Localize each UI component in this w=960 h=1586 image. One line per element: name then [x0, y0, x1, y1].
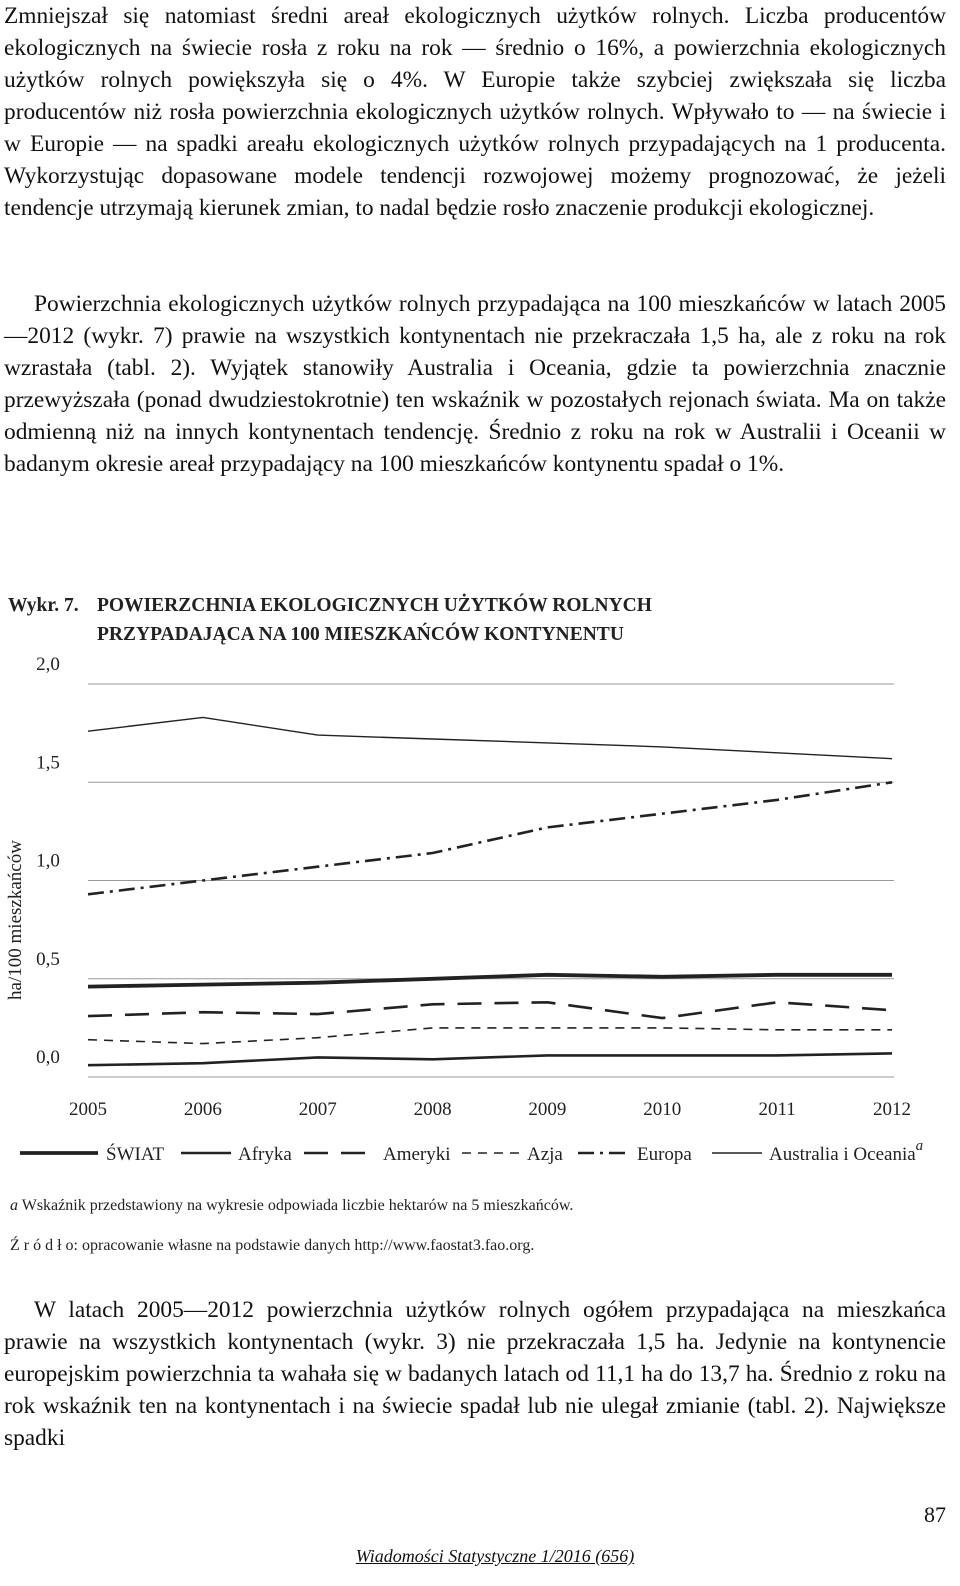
y-axis-label-group	[5, 840, 26, 1000]
x-tick-label: 2012	[873, 1099, 911, 1120]
figure-footnote	[10, 1196, 573, 1216]
line-chart	[0, 654, 960, 1165]
legend-label: ŚWIAT	[106, 1144, 165, 1165]
y-tick-label: 0,0	[36, 1047, 60, 1068]
legend-superscript: a	[915, 1138, 924, 1154]
figure-label: Wykr. 7.	[8, 595, 79, 616]
y-tick-label: 1,0	[36, 850, 60, 872]
source-text: opracowanie własne na podstawie danych http://www.faostat3.fao.org.	[82, 1237, 535, 1254]
paragraph-1: Zmniejszał się natomiast średni areał ekologicznych użytków rolnych. Liczba producentów ekologicznych na świecie rosła z roku na rok — średnio o 16%, a powierzchnia ekologicznych użytków rolnych powiększyła się o 4%. W Europie także szybciej zwiększała się liczba producentów niż rosła powierzchnia ekologicznych użytków rolnych. Wpływało to — na świecie i w Europie — na spadki areału ekologicznych użytków rolnych przypadających na 1 producenta. Wykorzystując dopasowane modele tendencji rozwojowej możemy prognozować, że jeżeli tendencje utrzymają kierunek zmian, to nadal będzie rosło znaczenie produkcji ekologicznej.	[4, 3, 946, 221]
series-line-świat	[88, 975, 892, 987]
y-tick-label: 2,0	[36, 654, 60, 675]
page-number: 87	[924, 1502, 946, 1527]
axes	[36, 654, 911, 1120]
y-axis-label: ha/100 mieszkańców	[5, 840, 26, 1000]
figure-source	[10, 1236, 534, 1256]
series-line-australia-i-oceania	[88, 717, 892, 758]
figure-title-line1: POWIERZCHNIA EKOLOGICZNYCH UŻYTKÓW ROLNYCH	[97, 595, 652, 616]
legend-label: Azja	[527, 1144, 563, 1165]
legend-label: Afryka	[238, 1144, 292, 1165]
legend-label: Ameryki	[383, 1144, 451, 1165]
legend-label: Europa	[637, 1144, 692, 1165]
series-lines	[88, 717, 892, 1065]
x-tick-label: 2011	[758, 1099, 796, 1120]
series-line-afryka	[88, 1053, 892, 1065]
x-tick-label: 2010	[643, 1099, 682, 1120]
footnote-text: Wskaźnik przedstawiony na wykresie odpowiada liczbie hektarów na 5 mieszkańców.	[21, 1197, 574, 1214]
paragraph-2: Powierzchnia ekologicznych użytków rolnych przypadająca na 100 mieszkańców w latach 2005—2012 (wykr. 7) prawie na wszystkich kontynentach nie przekraczała 1,5 ha, ale z roku na rok wzrastała (tabl. 2). Wyjątek stanowiły Australia i Oceania, gdzie ta powierzchnia znacznie przewyższała (ponad dwudziestokrotnie) ten wskaźnik w pozostałych rejonach świata. Ma on także odmienną niż na innych kontynentach tendencję. Średnio z roku na rok w Australii i Oceanii w badanym okresie areał przypadający na 100 mieszkańców kontynentu spadał o 1%.	[4, 291, 946, 477]
legend	[20, 1138, 923, 1165]
paragraph-3: W latach 2005—2012 powierzchnia użytków rolnych ogółem przypadająca na mieszkańca prawie na wszystkich kontynentach (wykr. 3) nie przekraczała 1,5 ha. Jedynie na kontynencie europejskim powierzchnia ta wahała się w badanych latach od 11,1 ha do 13,7 ha. Średnio z roku na rok wskaźnik ten na kontynentach i na świecie spadał lub nie ulegał zmianie (tabl. 2). Największe spadki	[4, 1297, 946, 1451]
x-tick-label: 2005	[69, 1099, 107, 1120]
x-tick-label: 2006	[183, 1099, 222, 1120]
source-label: Ź r ó d ł o:	[10, 1237, 78, 1254]
x-tick-label: 2008	[413, 1099, 452, 1120]
legend-label: Australia i Oceania$^a$	[769, 1138, 924, 1165]
series-line-europa	[88, 782, 892, 894]
y-tick-label: 1,5	[36, 752, 60, 774]
y-tick-label: 0,5	[36, 948, 60, 970]
series-line-ameryki	[88, 1002, 892, 1018]
figure-title-line2: PRZYPADAJĄCA NA 100 MIESZKAŃCÓW KONTYNENTU	[97, 624, 624, 645]
journal-footer: Wiadomości Statystyczne 1/2016 (656)	[355, 1546, 635, 1566]
x-tick-label: 2009	[528, 1099, 567, 1120]
series-line-azja	[88, 1028, 892, 1044]
footnote-marker: a	[10, 1197, 18, 1214]
x-tick-label: 2007	[298, 1099, 337, 1120]
